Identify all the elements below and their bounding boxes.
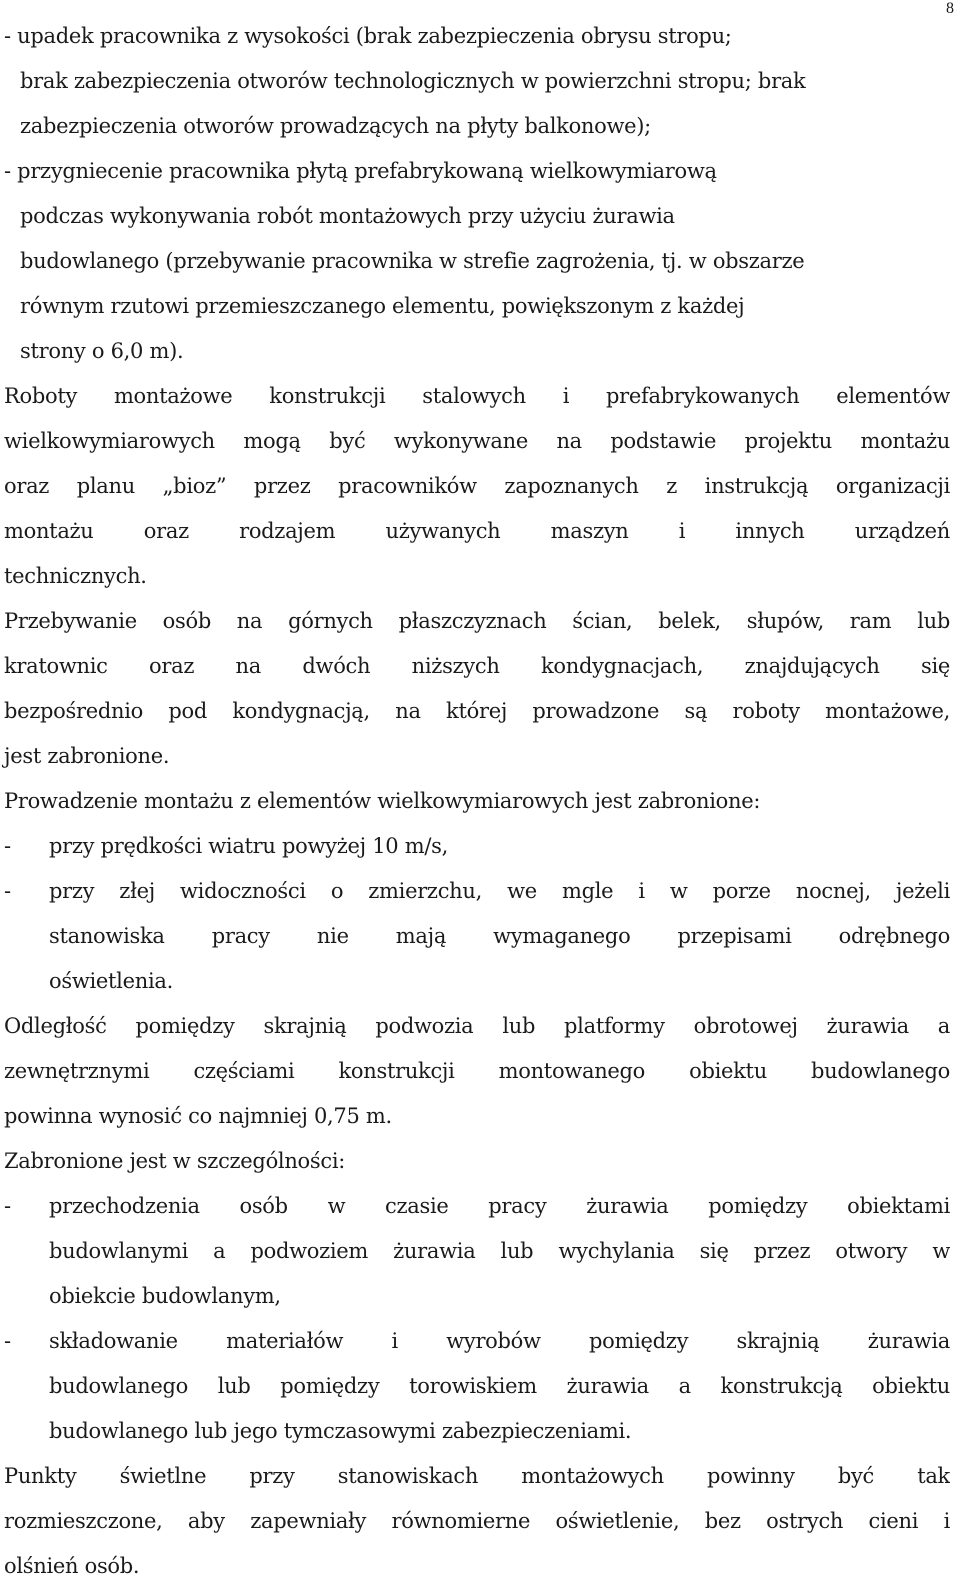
paragraph-assembly-prohibited <box>4 779 950 824</box>
text-line: oraz planu „bioz” przez pracowników zapoznanych z instrukcją organizacji <box>4 474 950 498</box>
text-line: obiekcie budowlanym, <box>49 1284 281 1308</box>
text-line: jest zabronione. <box>4 744 170 768</box>
list-dash: - <box>4 1329 11 1353</box>
list-item-visibility <box>4 869 950 1004</box>
paragraph-clearance <box>4 1004 950 1139</box>
text-line: wielkowymiarowych mogą być wykonywane na podstawie projektu montażu <box>4 429 950 453</box>
text-line: przy prędkości wiatru powyżej 10 m/s, <box>49 834 448 858</box>
text-line: powinna wynosić co najmniej 0,75 m. <box>4 1104 392 1128</box>
paragraph-presence-prohibited <box>4 599 950 779</box>
list-dash: - <box>4 879 11 903</box>
text-line: zabezpieczenia otworów prowadzących na płyty balkonowe); <box>20 114 651 138</box>
text-line: olśnień osób. <box>4 1554 140 1578</box>
text-line: Przebywanie osób na górnych płaszczyznach ścian, belek, słupów, ram lub <box>4 609 950 633</box>
paragraph-lighting <box>4 1454 950 1589</box>
page-number: 8 <box>946 0 954 17</box>
hazard-item-crush <box>4 149 950 374</box>
text-line: kratownic oraz na dwóch niższych kondygnacjach, znajdujących się <box>4 654 950 678</box>
text-line: - upadek pracownika z wysokości (brak zabezpieczenia obrysu stropu; <box>4 24 732 48</box>
text-line: zewnętrznymi częściami konstrukcji montowanego obiektu budowlanego <box>4 1059 950 1083</box>
text-line: montażu oraz rodzajem używanych maszyn i innych urządzeń <box>4 519 950 543</box>
text-line: Odległość pomiędzy skrajnią podwozia lub platformy obrotowej żurawia a <box>4 1014 950 1038</box>
text-line: budowlanego (przebywanie pracownika w strefie zagrożenia, tj. w obszarze <box>20 249 805 273</box>
hazard-item-fall <box>4 14 950 149</box>
text-line: równym rzutowi przemieszczanego elementu, powiększonym z każdej <box>20 294 745 318</box>
text-line: przechodzenia osób w czasie pracy żurawia pomiędzy obiektami <box>49 1194 950 1218</box>
text-line: przy złej widoczności o zmierzchu, we mgle i w porze nocnej, jeżeli <box>49 879 950 903</box>
text-line: technicznych. <box>4 564 147 588</box>
text-line: budowlanego lub pomiędzy torowiskiem żurawia a konstrukcją obiektu <box>49 1374 950 1398</box>
text-line: brak zabezpieczenia otworów technologicznych w powierzchni stropu; brak <box>20 69 806 93</box>
text-line: Prowadzenie montażu z elementów wielkowymiarowych jest zabronione: <box>4 789 761 813</box>
list-dash: - <box>4 1194 11 1218</box>
text-line: Roboty montażowe konstrukcji stalowych i prefabrykowanych elementów <box>4 384 950 408</box>
text-line: budowlanego lub jego tymczasowymi zabezpieczeniami. <box>49 1419 632 1443</box>
document-body <box>4 14 950 1589</box>
text-line: składowanie materiałów i wyrobów pomiędzy skrajnią żurawia <box>49 1329 950 1353</box>
paragraph-prohibited-in-particular <box>4 1139 950 1184</box>
text-line: budowlanymi a podwoziem żurawia lub wychylania się przez otwory w <box>49 1239 950 1263</box>
list-dash: - <box>4 834 11 858</box>
text-line: oświetlenia. <box>49 969 173 993</box>
text-line: rozmieszczone, aby zapewniały równomierne oświetlenie, bez ostrych cieni i <box>4 1509 950 1533</box>
paragraph-assembly-work <box>4 374 950 599</box>
list-item-storage <box>4 1319 950 1454</box>
text-line: Zabronione jest w szczególności: <box>4 1149 346 1173</box>
text-line: bezpośrednio pod kondygnacją, na której prowadzone są roboty montażowe, <box>4 699 950 723</box>
text-line: strony o 6,0 m). <box>20 339 184 363</box>
text-line: Punkty świetlne przy stanowiskach montażowych powinny być tak <box>4 1464 950 1488</box>
text-line: stanowiska pracy nie mają wymaganego przepisami odrębnego <box>49 924 950 948</box>
list-item-passage <box>4 1184 950 1319</box>
text-line: podczas wykonywania robót montażowych przy użyciu żurawia <box>20 204 675 228</box>
list-item-wind <box>4 824 950 869</box>
text-line: - przygniecenie pracownika płytą prefabrykowaną wielkowymiarową <box>4 159 717 183</box>
